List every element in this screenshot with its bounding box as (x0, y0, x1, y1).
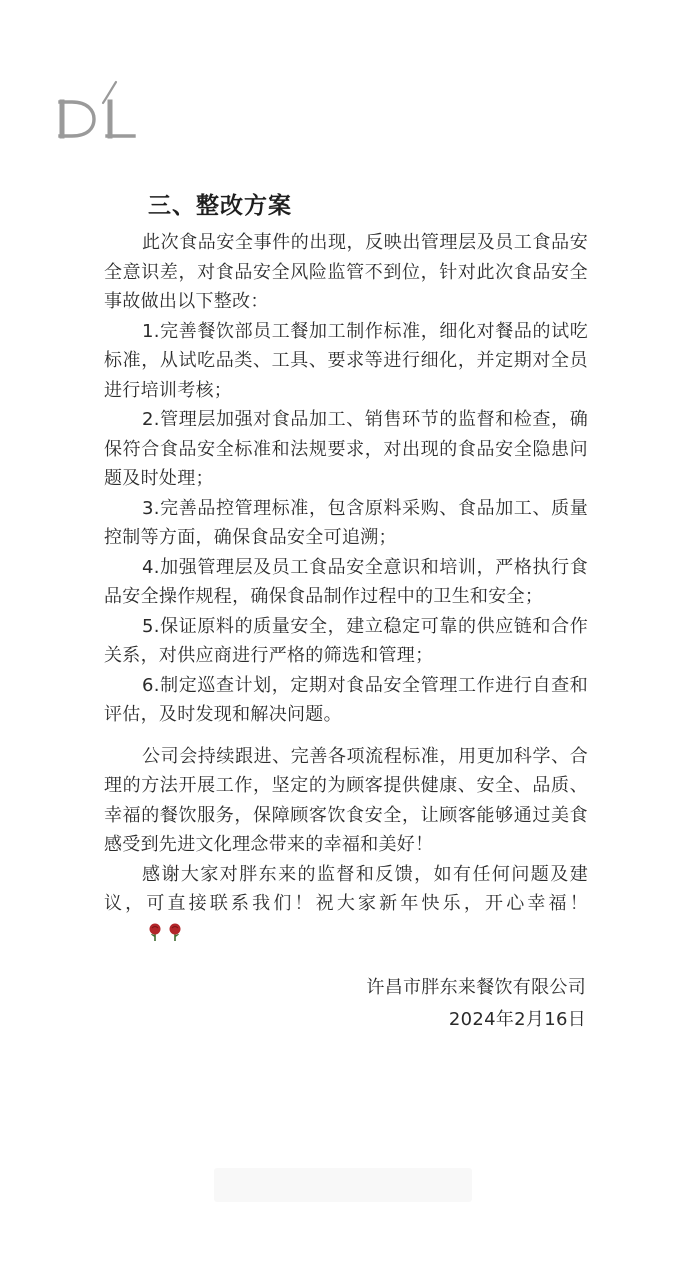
thanks-paragraph (104, 860, 588, 952)
dl-logo (58, 78, 140, 140)
rectification-item-3: 3.完善品控管理标准，包含原料采购、食品加工、质量控制等方面，确保食品安全可追溯； (104, 497, 588, 548)
notice-body (104, 188, 588, 951)
signature-block (366, 972, 586, 1036)
intro-paragraph: 此次食品安全事件的出现，反映出管理层及员工食品安全意识差，对食品安全风险监管不到位，针对此次食品安全事故做出以下整改： (104, 232, 588, 312)
rectification-item-1: 1.完善餐饮部员工餐加工制作标准，细化对餐品的试吃标准，从试吃品类、工具、要求等进行细化，并定期对全员进行培训考核； (104, 320, 588, 401)
rectification-item-2: 2.管理层加强对食品加工、销售环节的监督和检查，确保符合食品安全标准和法规要求，对出现的食品安全隐患问题及时处理； (104, 409, 588, 489)
rectification-item-4: 4.加强管理层及员工食品安全意识和培训，严格执行食品安全操作规程，确保食品制作过程中的卫生和安全； (104, 556, 588, 607)
thanks-text: 感谢大家对胖东来的监督和反馈，如有任何问题及建议，可直接联系我们！祝大家新年快乐，开心幸福！ (104, 863, 588, 914)
company-name: 许昌市胖东来餐饮有限公司 (366, 977, 586, 998)
faded-watermark (214, 1168, 472, 1202)
closing-paragraph: 公司会持续跟进、完善各项流程标准，用更加科学、合理的方法开展工作，坚定的为顾客提供健康、安全、品质、幸福的餐饮服务，保障顾客饮食安全，让顾客能够通过美食感受到先进文化理念带来的幸福和美好！ (104, 745, 588, 855)
section-heading: 三、整改方案 (148, 193, 292, 219)
rectification-item-6: 6.制定巡查计划，定期对食品安全管理工作进行自查和评估，及时发现和解决问题。 (104, 674, 588, 725)
rectification-item-5: 5.保证原料的质量安全，建立稳定可靠的供应链和合作关系，对供应商进行严格的筛选和管理； (104, 615, 588, 666)
signature-date: 2024年2月16日 (448, 1009, 586, 1030)
rose-emoji-icon (108, 922, 186, 952)
